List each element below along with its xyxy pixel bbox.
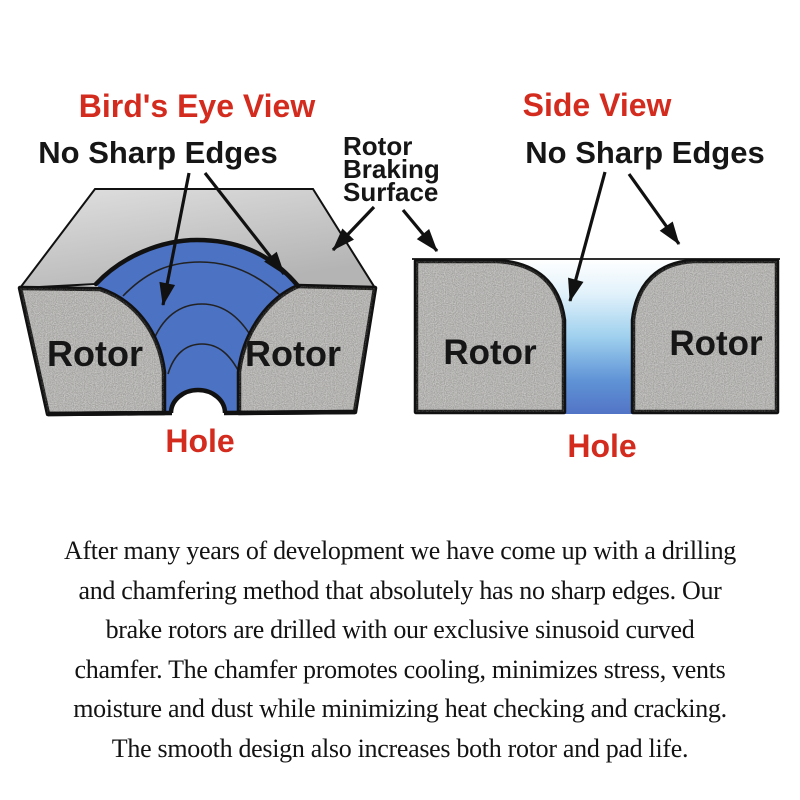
- arrow-braking-surface-right: [403, 210, 437, 251]
- birds-eye-title: Bird's Eye View: [78, 88, 316, 124]
- hole-label-birds-eye: Hole: [165, 423, 235, 459]
- arrow-no-sharp-right-2: [629, 174, 679, 244]
- description-line: After many years of development we have come up with a drilling: [63, 536, 737, 565]
- description-line: moisture and dust while minimizing heat checking and cracking.: [73, 694, 727, 723]
- rotor-label-sv-right: Rotor: [669, 324, 763, 363]
- hole-label-side: Hole: [567, 428, 637, 464]
- braking-surface-line-2: Braking: [343, 154, 440, 184]
- description-line: brake rotors are drilled with our exclusive sinusoid curved: [105, 615, 695, 644]
- side-view-title: Side View: [522, 87, 672, 123]
- no-sharp-edges-right-label: No Sharp Edges: [525, 135, 765, 170]
- arrow-braking-surface-left: [333, 207, 374, 250]
- rotor-label-sv-left: Rotor: [443, 333, 537, 372]
- description-line: and chamfering method that absolutely has no sharp edges. Our: [78, 575, 722, 605]
- description-paragraph: [0, 531, 800, 768]
- braking-surface-line-3: Surface: [343, 177, 439, 207]
- description-line: The smooth design also increases both rotor and pad life.: [111, 733, 689, 763]
- rotor-label-be-right: Rotor: [245, 333, 341, 374]
- braking-surface-line-1: Rotor: [343, 131, 413, 161]
- no-sharp-edges-left-label: No Sharp Edges: [38, 135, 278, 170]
- description-line: chamfer. The chamfer promotes cooling, minimizes stress, vents: [74, 654, 726, 684]
- rotor-label-be-left: Rotor: [47, 333, 143, 374]
- birds-eye-view-figure: [18, 189, 378, 418]
- rotor-braking-surface-label: [343, 131, 440, 207]
